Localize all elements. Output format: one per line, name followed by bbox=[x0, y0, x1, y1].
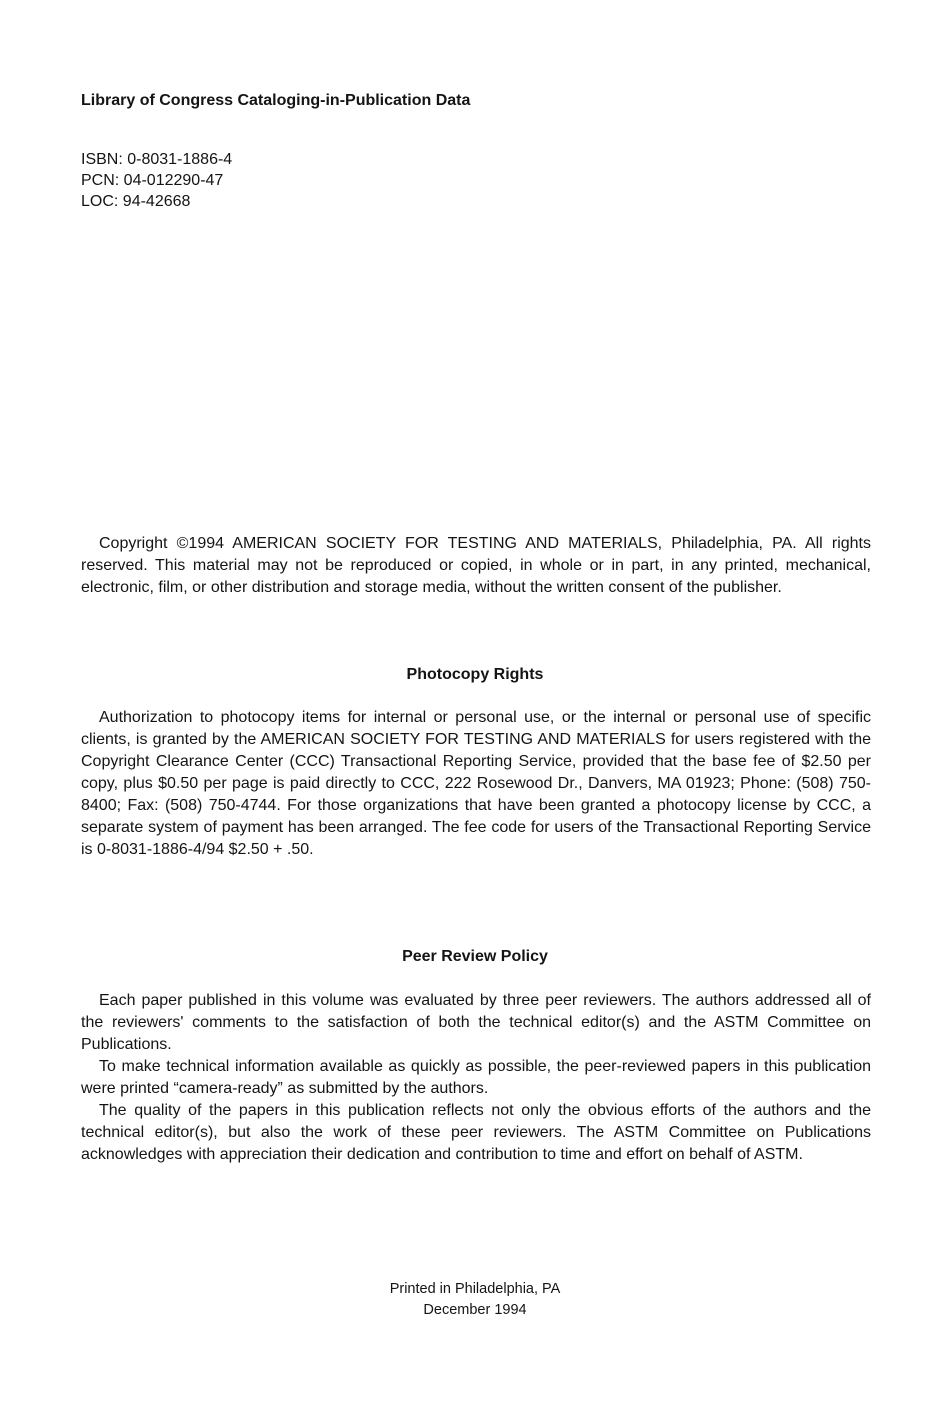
loc-line: LOC: 94-42668 bbox=[81, 193, 191, 210]
printing-info bbox=[0, 1279, 950, 1321]
printed-place: Printed in Philadelphia, PA bbox=[389, 1281, 561, 1297]
peer-review-heading: Peer Review Policy bbox=[402, 948, 548, 965]
cip-block bbox=[81, 149, 232, 212]
peer-review-body bbox=[81, 990, 871, 1166]
peer-review-paragraph-2: To make technical information available as quickly as possible, the peer-reviewed papers in this publication were printed “camera-ready” as submitted by the authors. bbox=[81, 1058, 871, 1097]
photocopy-rights-heading: Photocopy Rights bbox=[406, 666, 544, 683]
copyright-notice bbox=[81, 533, 871, 599]
peer-review-paragraph-3: The quality of the papers in this publication reflects not only the obvious efforts of the authors and the technical editor(s), but also the work of these peer reviewers. The ASTM Committee on Publications acknowledges with appreciation their dedication and contribution to time and effort on behalf of ASTM. bbox=[81, 1102, 871, 1163]
printed-date: December 1994 bbox=[423, 1302, 527, 1318]
peer-review-paragraph-1: Each paper published in this volume was evaluated by three peer reviewers. The authors addressed all of the reviewers' comments to the satisfaction of both the technical editor(s) and the ASTM Committee on Publications. bbox=[81, 992, 871, 1053]
photocopy-rights-body bbox=[81, 707, 871, 861]
isbn-line: ISBN: 0-8031-1886-4 bbox=[81, 151, 233, 168]
copyright-paragraph: Copyright ©1994 AMERICAN SOCIETY FOR TESTING AND MATERIALS, Philadelphia, PA. All rights reserved. This material may not be reproduced or copied, in whole or in part, in any printed, mechanical, electronic, film, or other distribution and storage media, without the written consent of the publisher. bbox=[81, 535, 871, 596]
pcn-line: PCN: 04-012290-47 bbox=[81, 172, 224, 189]
cip-heading: Library of Congress Cataloging-in-Publication Data bbox=[81, 92, 471, 109]
photocopy-paragraph: Authorization to photocopy items for internal or personal use, or the internal or personal use of specific clients, is granted by the AMERICAN SOCIETY FOR TESTING AND MATERIALS for users registered with the Copyright Clearance Center (CCC) Transactional Reporting Service, provided that the base fee of $2.50 per copy, plus $0.50 per page is paid directly to CCC, 222 Rosewood Dr., Danvers, MA 01923; Phone: (508) 750-8400; Fax: (508) 750-4744. For those organizations that have been granted a photocopy license by CCC, a separate system of payment has been arranged. The fee code for users of the Transactional Reporting Service is 0-8031-1886-4/94 $2.50 + .50. bbox=[81, 709, 871, 858]
